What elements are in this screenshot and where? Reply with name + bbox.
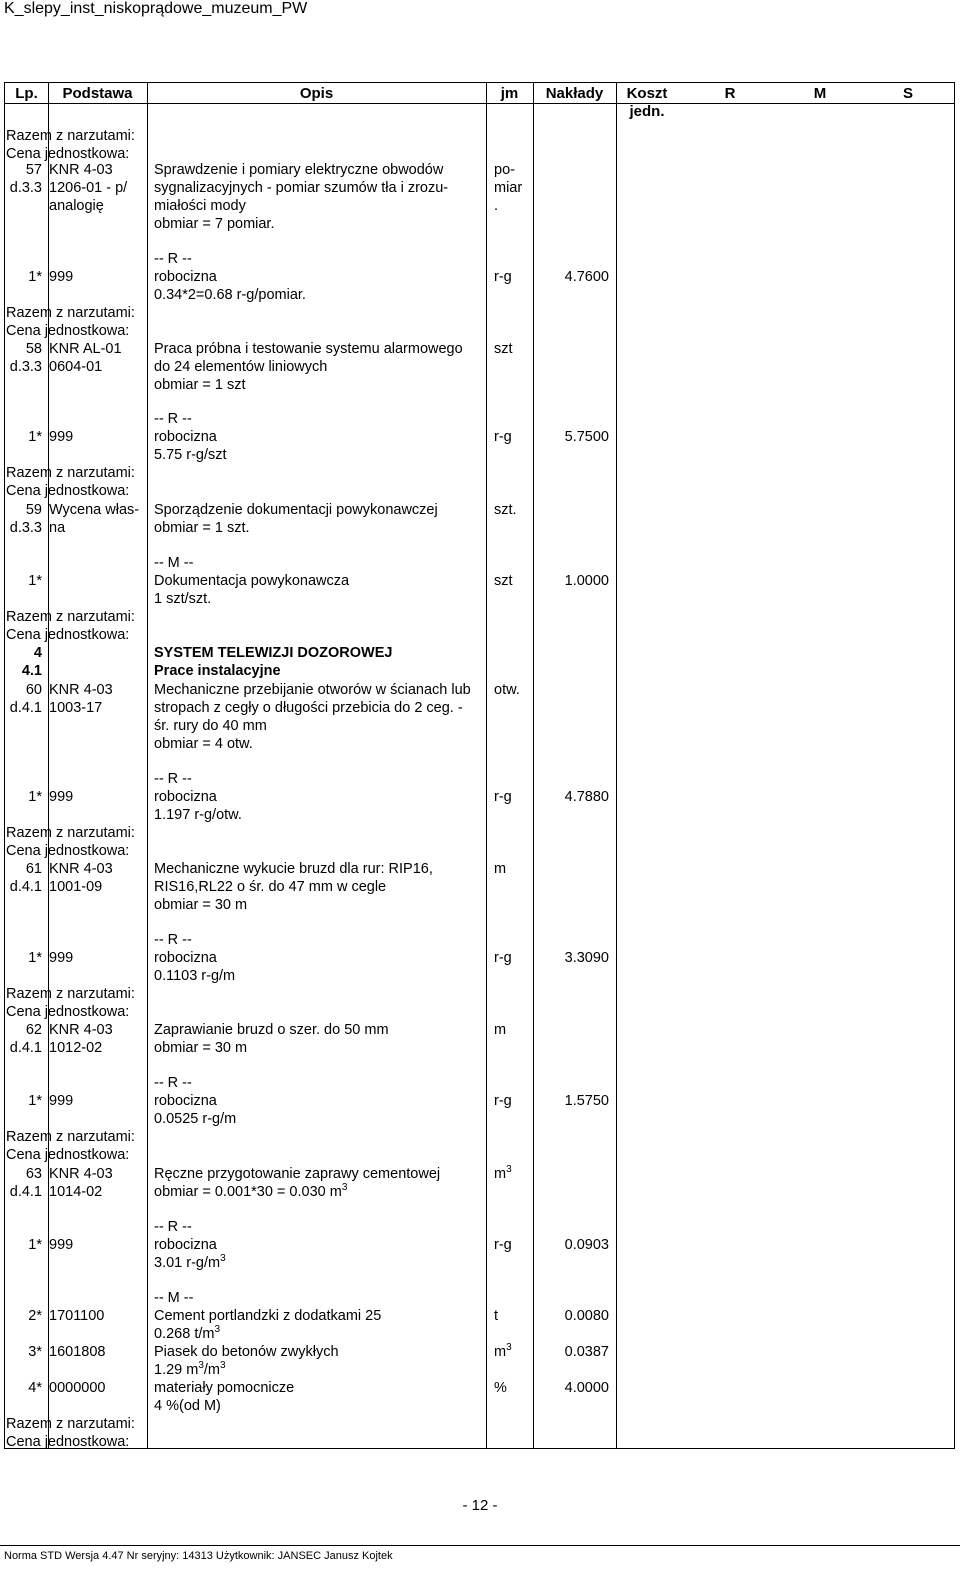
unit: miar	[494, 180, 523, 196]
header-m: M	[813, 85, 827, 102]
item-basis: Wycena włas-	[49, 502, 140, 518]
footer-text: Norma STD Wersja 4.47 Nr seryjny: 14313 Użytkownik: JANSEC Janusz Kojtek	[4, 1550, 393, 1562]
item-number: d.4.1	[9, 1040, 42, 1056]
item-description: -- R --	[154, 932, 192, 948]
item-basis: 1701100	[49, 1308, 105, 1324]
item-description: stropach z cegły o długości przebicia do 2 ceg. -	[154, 700, 463, 716]
item-basis: na	[49, 520, 66, 536]
item-basis: 1003-17	[49, 700, 103, 716]
unit: r-g	[494, 269, 512, 285]
item-number: d.3.3	[9, 180, 42, 196]
item-basis: analogię	[49, 198, 104, 214]
item-description: -- M --	[154, 1290, 194, 1306]
document-title: K_slepy_inst_niskoprądowe_muzeum_PW	[4, 0, 308, 17]
item-basis: KNR 4-03	[49, 861, 113, 877]
item-number: 1*	[28, 1237, 42, 1253]
item-basis: 0000000	[49, 1380, 106, 1396]
item-description: 0.0525 r-g/m	[154, 1111, 237, 1127]
item-number: 62	[25, 1022, 42, 1038]
item-description: Sprawdzenie i pomiary elektryczne obwodów	[154, 162, 444, 178]
cost-estimate-table	[4, 82, 955, 1449]
item-description: -- R --	[154, 251, 192, 267]
item-description: robocizna	[154, 789, 217, 805]
item-basis: 1601808	[49, 1344, 106, 1360]
cena-label: Cena jednostkowa:	[6, 1147, 130, 1163]
item-description: RIS16,RL22 o śr. do 47 mm w cegle	[154, 879, 387, 895]
item-description: robocizna	[154, 1237, 217, 1253]
header-jm: jm	[500, 85, 519, 102]
quantity: 0.0387	[564, 1344, 609, 1360]
unit: .	[494, 198, 499, 214]
item-basis: 999	[49, 950, 74, 966]
quantity: 3.3090	[564, 950, 609, 966]
item-description: 1.197 r-g/otw.	[154, 807, 242, 823]
item-number: 4	[33, 645, 42, 661]
header-opis: Opis	[299, 85, 334, 102]
header-r: R	[724, 85, 736, 102]
unit: r-g	[494, 1093, 512, 1109]
item-number: 1*	[28, 950, 42, 966]
cena-label: Cena jednostkowa:	[6, 1004, 130, 1020]
footer-divider	[0, 1545, 960, 1546]
unit: $m^3$	[494, 1342, 512, 1360]
item-description: 5.75 r-g/szt	[154, 447, 227, 463]
column-divider	[486, 83, 487, 1448]
item-description: obmiar = 0.001*30 = 0.030 $m^3$	[154, 1182, 348, 1200]
item-number: 63	[25, 1166, 42, 1182]
item-description: Ręczne przygotowanie zaprawy cementowej	[154, 1166, 441, 1182]
cena-label: Cena jednostkowa:	[6, 1434, 130, 1450]
item-number: 58	[25, 341, 42, 357]
item-description: Sporządzenie dokumentacji powykonawczej	[154, 502, 438, 518]
item-basis: 999	[49, 429, 74, 445]
razem-label: Razem z narzutami:	[6, 1129, 135, 1145]
header-podstawa: Podstawa	[62, 85, 133, 102]
item-number: 1*	[28, 429, 42, 445]
header-lp: Lp.	[15, 85, 38, 102]
razem-label: Razem z narzutami:	[6, 825, 135, 841]
cena-label: Cena jednostkowa:	[6, 146, 130, 162]
unit: r-g	[494, 950, 512, 966]
item-basis: 1012-02	[49, 1040, 103, 1056]
item-number: 57	[25, 162, 42, 178]
item-description: obmiar = 4 otw.	[154, 736, 253, 752]
item-basis: 1206-01 - p/	[49, 180, 128, 196]
page-number: - 12 -	[462, 1497, 498, 1514]
item-description: obmiar = 30 m	[154, 897, 248, 913]
item-basis: KNR 4-03	[49, 1022, 113, 1038]
item-number: 1*	[28, 789, 42, 805]
item-description: śr. rury do 40 mm	[154, 718, 267, 734]
item-description: SYSTEM TELEWIZJI DOZOROWEJ	[154, 645, 393, 661]
unit: r-g	[494, 1237, 512, 1253]
item-description: Praca próbna i testowanie systemu alarmowego	[154, 341, 463, 357]
header-naklady: Nakłady	[545, 85, 604, 102]
item-description: do 24 elementów liniowych	[154, 359, 328, 375]
razem-label: Razem z narzutami:	[6, 1416, 135, 1432]
razem-label: Razem z narzutami:	[6, 609, 135, 625]
item-description: robocizna	[154, 269, 217, 285]
item-description: Prace instalacyjne	[154, 663, 281, 679]
item-description: obmiar = 1 szt	[154, 377, 246, 393]
unit: r-g	[494, 429, 512, 445]
item-description: 0.268 $t/m^3$	[154, 1324, 221, 1342]
unit: otw.	[494, 682, 520, 698]
item-description: obmiar = 1 szt.	[154, 520, 250, 536]
item-basis: 1001-09	[49, 879, 103, 895]
item-description: Mechaniczne przebijanie otworów w ścianach lub	[154, 682, 471, 698]
item-basis: 1014-02	[49, 1184, 103, 1200]
item-basis: KNR AL-01	[49, 341, 122, 357]
item-description: 4 %(od M)	[154, 1398, 221, 1414]
item-basis: KNR 4-03	[49, 1166, 113, 1182]
item-description: materiały pomocnicze	[154, 1380, 295, 1396]
item-number: d.4.1	[9, 1184, 42, 1200]
item-number: d.4.1	[9, 879, 42, 895]
item-description: 1.29 $m^3/m^3$	[154, 1360, 226, 1378]
item-number: 2*	[28, 1308, 42, 1324]
item-description: Piasek do betonów zwykłych	[154, 1344, 339, 1360]
item-description: sygnalizacyjnych - pomiar szumów tła i zrozu-	[154, 180, 449, 196]
razem-label: Razem z narzutami:	[6, 465, 135, 481]
cena-label: Cena jednostkowa:	[6, 843, 130, 859]
header-s: S	[902, 85, 913, 102]
item-description: 0.1103 r-g/m	[154, 968, 236, 984]
unit: t	[494, 1308, 499, 1324]
item-description: obmiar = 30 m	[154, 1040, 248, 1056]
unit: po-	[494, 162, 515, 178]
item-number: 3*	[28, 1344, 42, 1360]
item-number: 61	[25, 861, 42, 877]
razem-label: Razem z narzutami:	[6, 305, 135, 321]
quantity: 4.7880	[564, 789, 609, 805]
item-description: miałości mody	[154, 198, 246, 214]
item-basis: 999	[49, 1093, 74, 1109]
item-description: -- R --	[154, 1075, 192, 1091]
item-description: robocizna	[154, 429, 217, 445]
header-koszt-jedn: jedn.	[629, 103, 665, 120]
item-basis: 0604-01	[49, 359, 103, 375]
razem-label: Razem z narzutami:	[6, 128, 135, 144]
quantity: 4.7600	[564, 269, 609, 285]
item-description: robocizna	[154, 950, 217, 966]
quantity: 1.5750	[564, 1093, 609, 1109]
item-number: 1*	[28, 269, 42, 285]
quantity: 4.0000	[564, 1380, 609, 1396]
header-divider	[5, 103, 954, 104]
item-description: 3.01 $r-g/m^3$	[154, 1253, 226, 1271]
item-description: -- M --	[154, 555, 194, 571]
item-basis: 999	[49, 269, 74, 285]
unit: m	[494, 1022, 507, 1038]
item-description: robocizna	[154, 1093, 217, 1109]
quantity: 0.0903	[564, 1237, 609, 1253]
header-koszt: Koszt	[626, 85, 668, 102]
item-description: -- R --	[154, 1219, 192, 1235]
item-number: 1*	[28, 1093, 42, 1109]
unit: m	[494, 861, 507, 877]
item-number: 1*	[28, 573, 42, 589]
quantity: 5.7500	[564, 429, 609, 445]
unit: szt	[494, 341, 513, 357]
item-number: d.3.3	[9, 359, 42, 375]
unit: %	[494, 1380, 507, 1396]
item-description: Zaprawianie bruzd o szer. do 50 mm	[154, 1022, 389, 1038]
item-basis: 999	[49, 1237, 74, 1253]
quantity: 1.0000	[564, 573, 609, 589]
quantity: 0.0080	[564, 1308, 609, 1324]
column-divider	[147, 83, 148, 1448]
unit: r-g	[494, 789, 512, 805]
cena-label: Cena jednostkowa:	[6, 627, 130, 643]
item-basis: KNR 4-03	[49, 162, 113, 178]
item-number: d.4.1	[9, 700, 42, 716]
unit: $m^3$	[494, 1164, 512, 1182]
item-basis: 999	[49, 789, 74, 805]
cena-label: Cena jednostkowa:	[6, 483, 130, 499]
item-description: Cement portlandzki z dodatkami 25	[154, 1308, 382, 1324]
item-description: Dokumentacja powykonawcza	[154, 573, 350, 589]
item-number: 4.1	[21, 663, 42, 679]
item-description: -- R --	[154, 771, 192, 787]
razem-label: Razem z narzutami:	[6, 986, 135, 1002]
item-number: 59	[25, 502, 42, 518]
item-number: d.3.3	[9, 520, 42, 536]
unit: szt.	[494, 502, 517, 518]
item-number: 4*	[28, 1380, 42, 1396]
column-divider	[616, 83, 617, 1448]
item-description: 1 szt/szt.	[154, 591, 212, 607]
item-description: Mechaniczne wykucie bruzd dla rur: RIP16,	[154, 861, 433, 877]
item-description: 0.34*2=0.68 r-g/pomiar.	[154, 287, 306, 303]
cena-label: Cena jednostkowa:	[6, 323, 130, 339]
item-description: obmiar = 7 pomiar.	[154, 216, 275, 232]
item-description: -- R --	[154, 411, 192, 427]
item-basis: KNR 4-03	[49, 682, 113, 698]
unit: szt	[494, 573, 513, 589]
item-number: 60	[25, 682, 42, 698]
